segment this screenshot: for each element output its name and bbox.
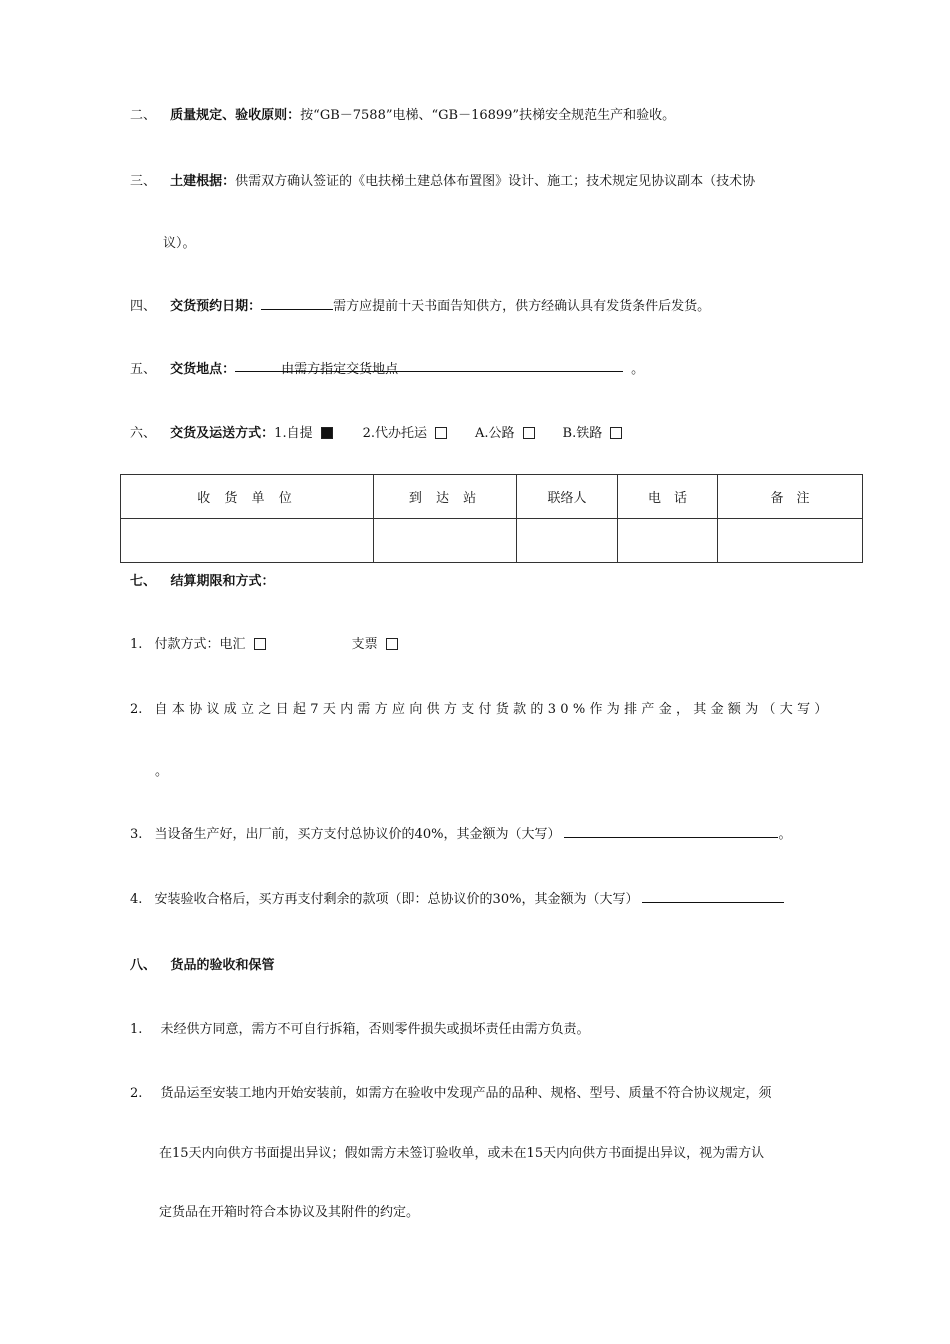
payment-item-4: 4. 安装验收合格后，买方再支付剩余的款项（即：总协议价的30%，其金额为（大写） — [130, 888, 784, 907]
payment-check-option[interactable]: 支票 — [352, 637, 398, 652]
header-station: 到 达 站 — [374, 475, 517, 519]
payment-item-2: 2. 自本协议成立之日起7天内需方应向供方支付货款的30%作为排产金，其金额为（大写） — [130, 702, 832, 717]
acceptance-item-2-cont2: 定货品在开箱时符合本协议及其附件的约定。 — [159, 1205, 420, 1220]
checkbox-icon[interactable] — [386, 638, 398, 650]
cell-phone[interactable] — [618, 519, 718, 563]
section-3 — [130, 170, 755, 189]
section-6 — [130, 422, 622, 441]
option-self-pickup[interactable]: 1.自提 — [274, 426, 332, 441]
option-road[interactable]: A.公路 — [475, 426, 535, 441]
cell-station[interactable] — [374, 519, 517, 563]
section-title: 土建根据： — [170, 174, 236, 189]
section-title: 交货及运送方式： — [170, 426, 275, 441]
section-4 — [130, 295, 710, 314]
section-text: 供需双方确认签证的《电扶梯土建总体布置图》设计、施工；技术规定见协议副本（技术协 — [235, 174, 756, 189]
section-3-cont: 议）。 — [163, 236, 196, 251]
acceptance-item-1: 1. 未经供方同意，需方不可自行拆箱，否则零件损失或损坏责任由需方负责。 — [130, 1022, 590, 1037]
section-title: 交货预约日期： — [170, 299, 262, 314]
section-text: 按“GB－7588”电梯、“GB－16899”扶梯安全规范生产和验收。 — [300, 108, 676, 123]
header-phone: 电 话 — [618, 475, 718, 519]
section-title: 交货地点： — [170, 362, 236, 377]
table-row — [121, 519, 863, 563]
section-title: 结算期限和方式： — [170, 574, 275, 589]
delivery-place-field[interactable] — [235, 358, 623, 377]
header-contact: 联络人 — [517, 475, 618, 519]
section-num: 八、 — [130, 958, 157, 973]
acceptance-item-2-cont1: 在15天内向供方书面提出异议；假如需方未签订验收单，或未在15天内向供方书面提出异议，视为需方认 — [159, 1146, 765, 1161]
delivery-place-value: 由需方指定交货地点 — [281, 362, 399, 377]
section-end: 。 — [631, 362, 645, 377]
checkbox-checked-icon[interactable] — [321, 427, 333, 439]
cell-remarks[interactable] — [718, 519, 863, 563]
section-num: 三、 — [130, 174, 157, 189]
payment-method-item: 1. 付款方式：电汇 支票 — [130, 633, 398, 652]
section-8 — [130, 954, 275, 973]
receiver-table — [120, 474, 863, 563]
section-text: 需方应提前十天书面告知供方，供方经确认具有发货条件后发货。 — [333, 299, 711, 314]
section-7 — [130, 570, 275, 589]
checkbox-icon[interactable] — [610, 427, 622, 439]
checkbox-icon[interactable] — [254, 638, 266, 650]
amount-blank-40[interactable] — [564, 823, 778, 838]
section-title: 货品的验收和保管 — [170, 958, 275, 973]
delivery-date-blank[interactable] — [261, 295, 333, 310]
payment-item-2-cont: 。 — [155, 764, 169, 779]
header-remarks: 备 注 — [718, 475, 863, 519]
acceptance-item-2: 2. 货品运至安装工地内开始安装前，如需方在验收中发现产品的品种、规格、型号、质量不符合协议规定，须 — [130, 1086, 772, 1101]
section-num: 五、 — [130, 362, 157, 377]
section-num: 六、 — [130, 426, 157, 441]
section-num: 七、 — [130, 574, 157, 589]
option-rail[interactable]: B.铁路 — [563, 426, 623, 441]
option-consign[interactable]: 2.代办托运 — [363, 426, 447, 441]
section-5 — [130, 358, 644, 377]
amount-blank-30[interactable] — [642, 888, 784, 903]
checkbox-icon[interactable] — [523, 427, 535, 439]
section-title: 质量规定、验收原则： — [170, 108, 301, 123]
payment-wire-option[interactable]: 付款方式：电汇 — [155, 637, 266, 652]
section-2 — [130, 104, 675, 123]
checkbox-icon[interactable] — [435, 427, 447, 439]
section-num: 二、 — [130, 108, 157, 123]
table-header-row — [121, 475, 863, 519]
payment-item-3: 3. 当设备生产好，出厂前，买方支付总协议价的40%，其金额为（大写） 。 — [130, 823, 791, 842]
header-receiver: 收 货 单 位 — [121, 475, 374, 519]
cell-receiver[interactable] — [121, 519, 374, 563]
cell-contact[interactable] — [517, 519, 618, 563]
section-num: 四、 — [130, 299, 157, 314]
